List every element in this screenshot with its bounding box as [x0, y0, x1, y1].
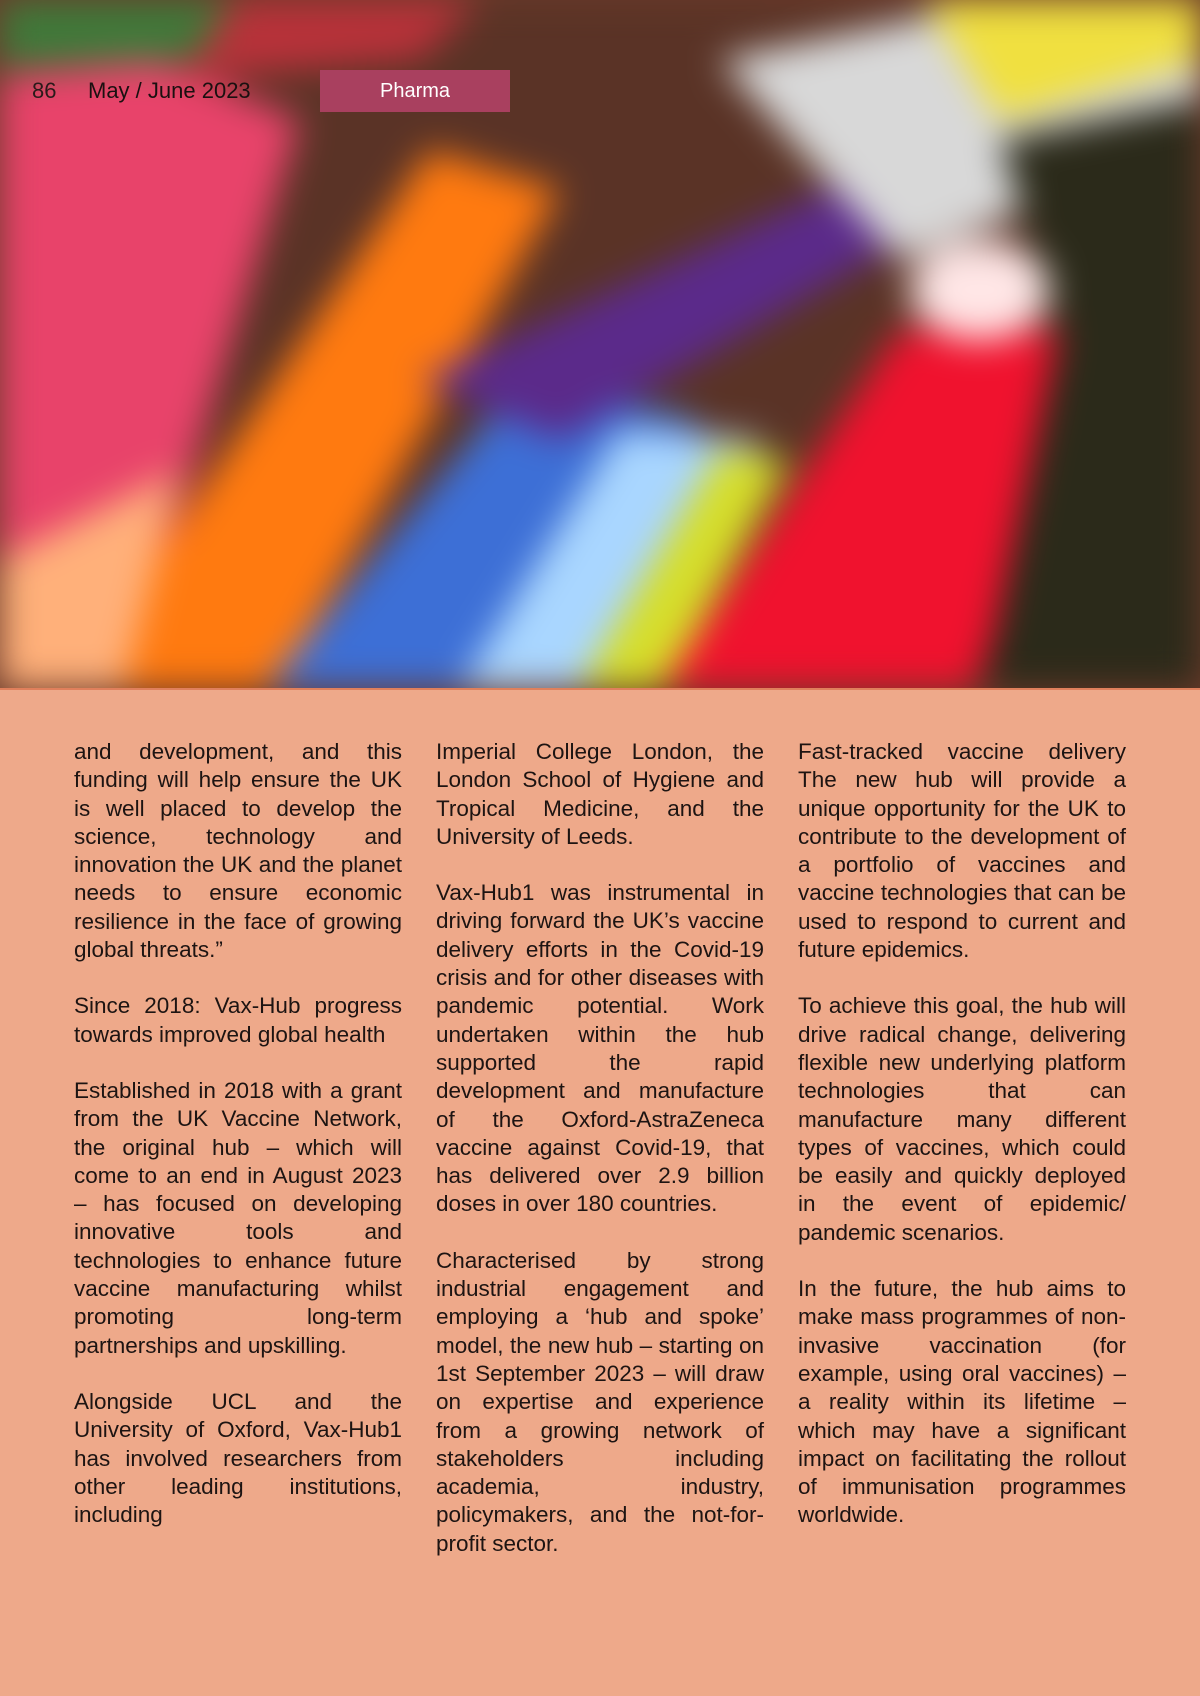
subheading: Since 2018: Vax-Hub progress towards improved global health [74, 993, 402, 1047]
column-1 [74, 738, 402, 1598]
paragraph: Alongside UCL and the University of Oxford, Vax-Hub1 has involved researchers from other leading institutions, including [74, 1388, 402, 1528]
hero-photo [0, 0, 1200, 690]
page-number: 86 [32, 78, 57, 103]
paragraph: and development, and this funding will help ensure the UK is well placed to develop the science, technology and innovation the UK and the planet needs to ensure economic resilience in the face of growing global threats.” [74, 739, 402, 963]
section-tag: Pharma [320, 70, 510, 112]
column-2 [436, 738, 764, 1598]
paragraph: To achieve this goal, the hub will drive radical change, delivering flexible new underlying platform technologies that can manufacture many different types of vaccines, which could be easily and quickly deployed in the event of epidemic/ pandemic scenarios. [798, 993, 1126, 1245]
issue-date: May / June 2023 [88, 78, 251, 103]
paragraph: Fast-tracked vaccine delivery The new hub will provide a unique opportunity for the UK to contribute to the development of a portfolio of vaccines and vaccine technologies that can be used to respond to current and future epidemics. [798, 739, 1126, 963]
running-header [0, 68, 1200, 116]
paragraph: Vax-Hub1 was instrumental in driving forward the UK’s vaccine delivery efforts in the Covid-19 crisis and for other diseases with pandemic potential. Work undertaken within the hub supported the rapid development and manufacture of the Oxford-AstraZeneca vaccine against Covid-19, that has delivered over 2.9 billion doses in over 180 countries. [436, 880, 764, 1217]
paragraph: Imperial College London, the London School of Hygiene and Tropical Medicine, and the University of Leeds. [436, 739, 764, 849]
column-3 [798, 738, 1126, 1598]
article-body [74, 738, 1126, 1598]
paragraph: Established in 2018 with a grant from the UK Vaccine Network, the original hub – which will come to an end in August 2023 – has focused on developing innovative tools and technologies to enhance future vaccine manufacturing whilst promoting long-term partnerships and upskilling. [74, 1077, 402, 1358]
paragraph: In the future, the hub aims to make mass programmes of non-invasive vaccination (for example, using oral vaccines) – a reality within its lifetime – which may have a significant impact on facilitating the rollout of immunisation programmes worldwide. [798, 1276, 1126, 1528]
paragraph: Characterised by strong industrial engagement and employing a ‘hub and spoke’ model, the new hub – starting on 1st September 2023 – will draw on expertise and experience from a growing network of stakeholders including academia, industry, policymakers, and the not-for-profit sector. [436, 1247, 764, 1556]
